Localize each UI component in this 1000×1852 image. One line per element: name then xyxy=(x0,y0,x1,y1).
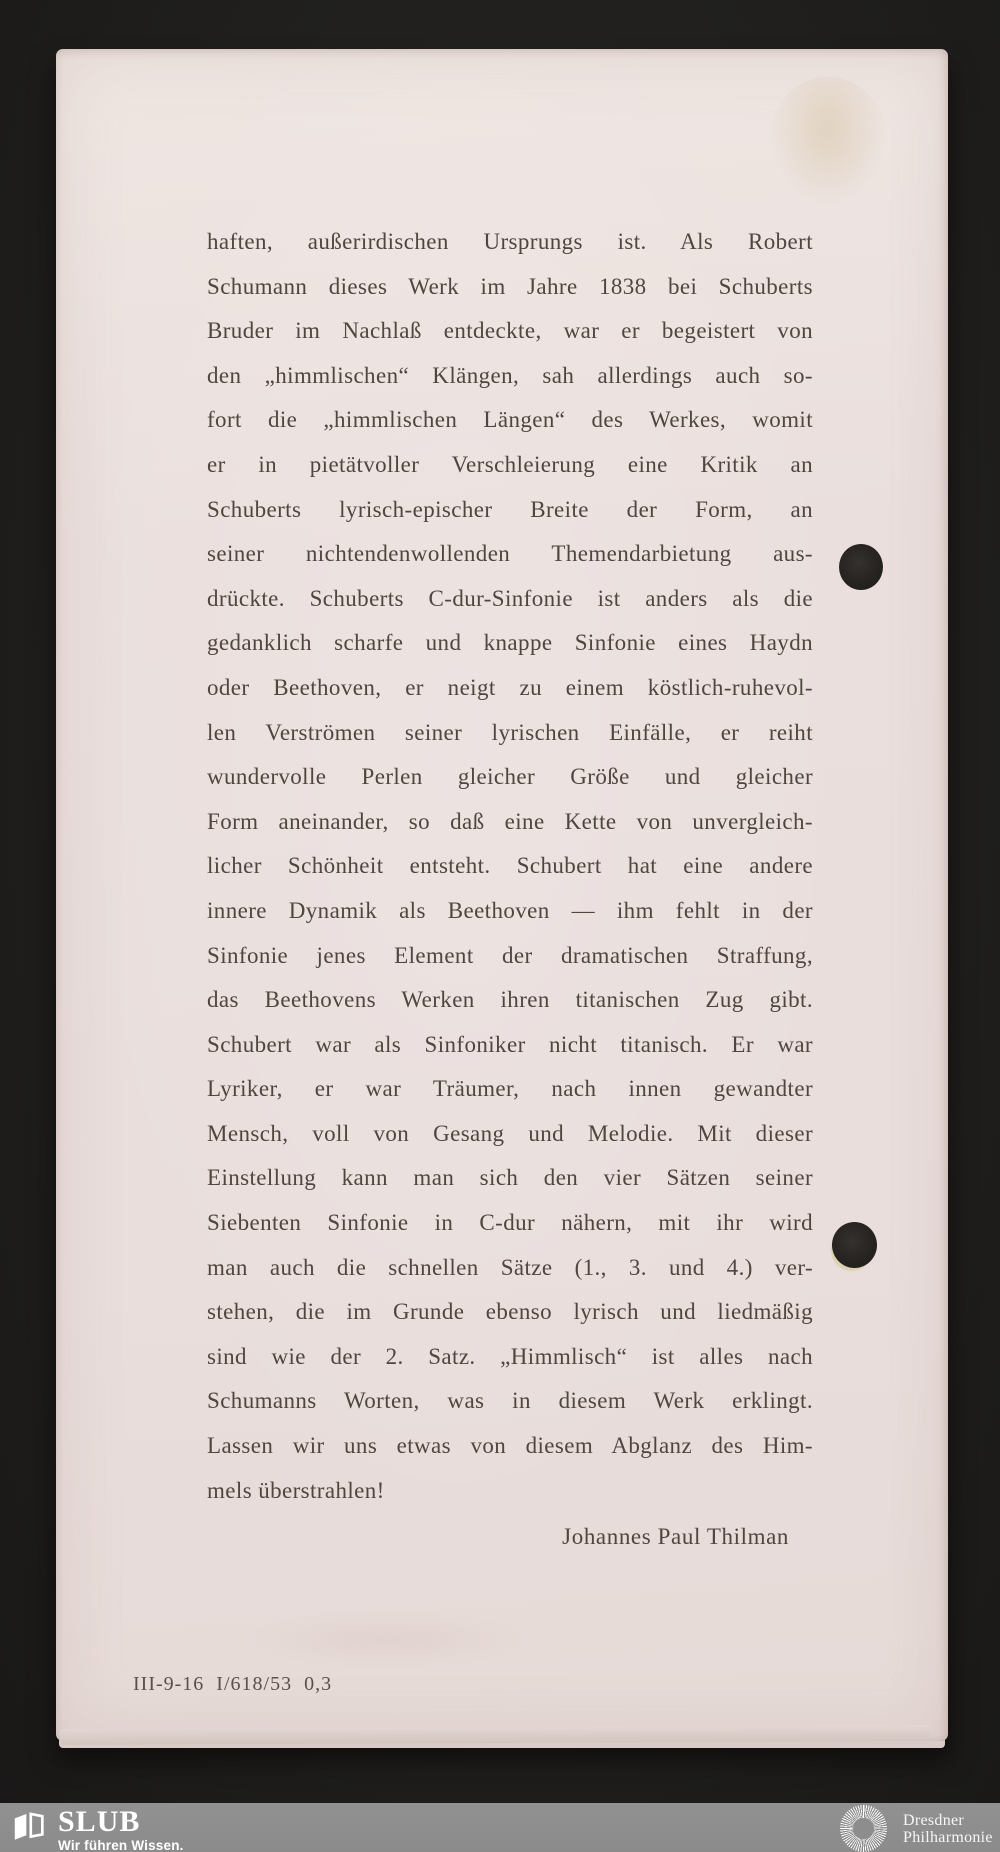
philharmonie-logo-text xyxy=(903,1812,993,1846)
text-line: drückte. Schuberts C-dur-Sinfonie ist anders als die xyxy=(207,585,813,611)
hole-punch-bottom xyxy=(832,1222,877,1268)
text-line: innere Dynamik als Beethoven — ihm fehlt in der xyxy=(207,897,813,923)
author-signature: Johannes Paul Thilman xyxy=(562,1524,789,1549)
book-icon xyxy=(13,1811,45,1840)
viewer-footer xyxy=(0,1803,1000,1852)
text-line: oder Beethoven, er neigt zu einem köstlich-ruhevol- xyxy=(207,674,813,700)
text-line: wundervolle Perlen gleicher Größe und gleicher xyxy=(207,764,813,790)
text-line: Schuberts lyrisch-epischer Breite der Form, an xyxy=(207,496,813,522)
text-line: den „himmlischen“ Klängen, sah allerdings auch so- xyxy=(207,362,813,388)
starburst-icon xyxy=(840,1805,887,1852)
text-line: Form aneinander, so daß eine Kette von unvergleich- xyxy=(207,808,813,834)
text-line: man auch die schnellen Sätze (1., 3. und 4.) ver- xyxy=(207,1254,813,1280)
text-line: er in pietätvoller Verschleierung eine Kritik an xyxy=(207,451,813,477)
text-line: Einstellung kann man sich den vier Sätzen seiner xyxy=(207,1165,813,1191)
paper-stain xyxy=(768,77,888,207)
slub-logo-text xyxy=(58,1807,184,1852)
text-line: Lassen wir uns etwas von diesem Abglanz des Him- xyxy=(207,1433,813,1459)
text-line: licher Schönheit entsteht. Schubert hat eine andere xyxy=(207,853,813,879)
text-line: Schumann dieses Werk im Jahre 1838 bei Schuberts xyxy=(207,273,813,299)
text-line: Schumanns Worten, was in diesem Werk erklingt. xyxy=(207,1388,813,1414)
underlying-sheet-edge xyxy=(60,1725,930,1745)
text-line: seiner nichtendenwollenden Themendarbietung aus- xyxy=(207,541,813,567)
text-line: sind wie der 2. Satz. „Himmlisch“ ist alles nach xyxy=(207,1343,813,1369)
text-line: gedanklich scharfe und knappe Sinfonie eines Haydn xyxy=(207,630,813,656)
scanned-page xyxy=(56,49,948,1741)
philharmonie-name-line2: Philharmonie xyxy=(903,1828,993,1846)
philharmonie-name-line1: Dresdner xyxy=(903,1811,965,1829)
text-line: Mensch, voll von Gesang und Melodie. Mit dieser xyxy=(207,1120,813,1146)
paper-stain xyxy=(236,1609,536,1669)
text-line: Bruder im Nachlaß entdeckte, war er begeistert von xyxy=(207,318,813,344)
text-line: das Beethovens Werken ihren titanischen Zug gibt. xyxy=(207,987,813,1013)
text-line: fort die „himmlischen Längen“ des Werkes, womit xyxy=(207,407,813,433)
body-text xyxy=(207,220,813,1513)
slub-tagline: Wir führen Wissen. xyxy=(58,1838,184,1852)
slub-logo[interactable] xyxy=(13,1807,184,1852)
print-reference-number: III-9-16 I/618/53 0,3 xyxy=(133,1673,333,1695)
text-line: stehen, die im Grunde ebenso lyrisch und liedmäßig xyxy=(207,1299,813,1325)
text-line: haften, außerirdischen Ursprungs ist. Als Robert xyxy=(207,229,813,254)
text-line: Siebenten Sinfonie in C-dur nähern, mit ihr wird xyxy=(207,1210,813,1236)
hole-punch-top xyxy=(839,544,883,590)
text-line: Lyriker, er war Träumer, nach innen gewandter xyxy=(207,1076,813,1102)
slub-name: SLUB xyxy=(58,1805,141,1838)
dresdner-philharmonie-logo[interactable] xyxy=(840,1805,993,1852)
text-line: Schubert war als Sinfoniker nicht titanisch. Er war xyxy=(207,1031,813,1057)
text-line: len Verströmen seiner lyrischen Einfälle, er reiht xyxy=(207,719,813,745)
text-line: mels überstrahlen! xyxy=(207,1477,385,1503)
text-line: Sinfonie jenes Element der dramatischen Straffung, xyxy=(207,942,813,968)
